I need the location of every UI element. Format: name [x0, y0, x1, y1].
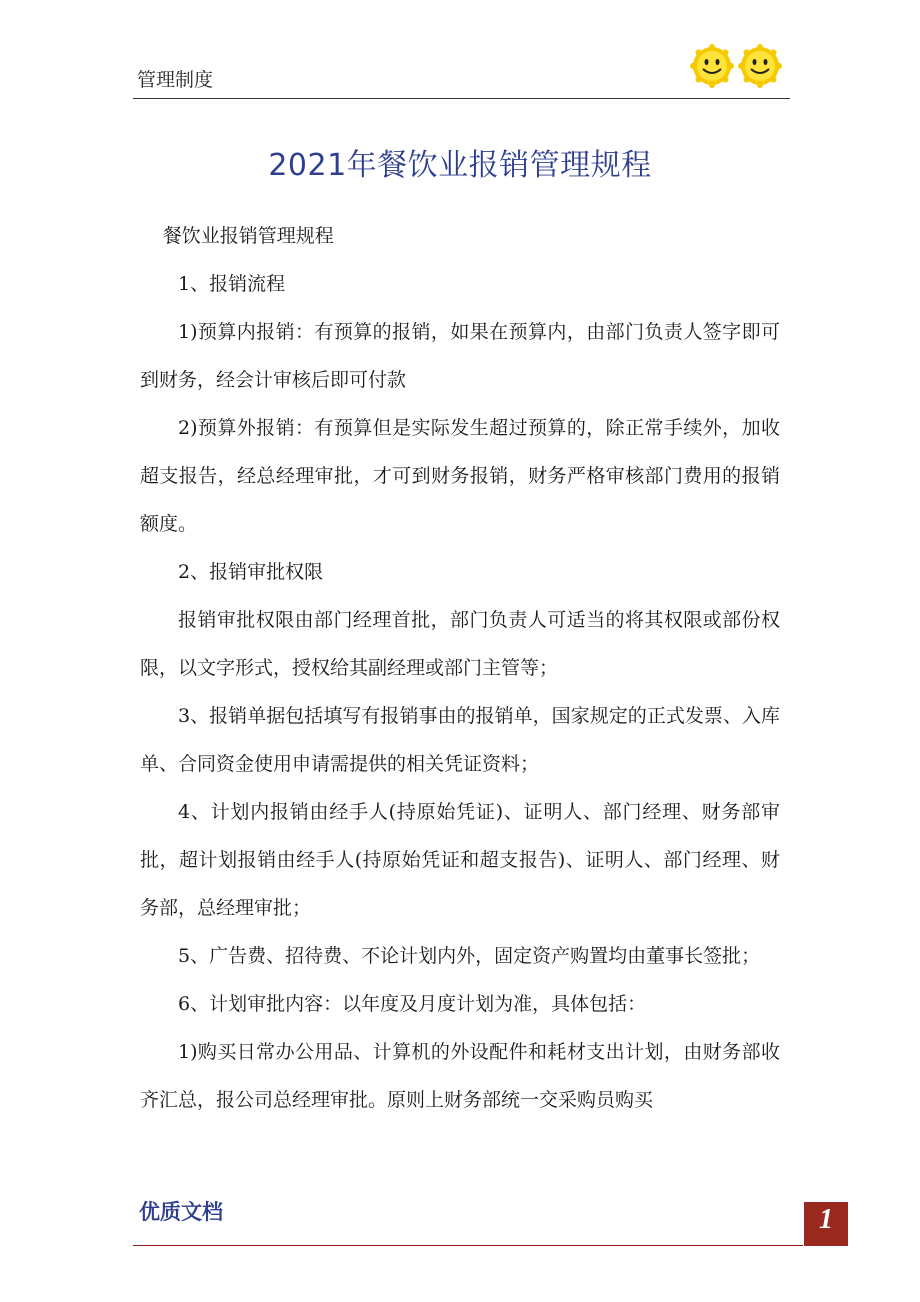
paragraph: 4、计划内报销由经手人(持原始凭证)、证明人、部门经理、财务部审批，超计划报销由经手人(持原始凭证和超支报告)、证明人、部门经理、财务部，总经理审批； — [140, 801, 780, 919]
footer-divider — [133, 1245, 803, 1246]
paragraph: 1、报销流程 — [178, 273, 286, 295]
paragraph: 餐饮业报销管理规程 — [162, 225, 334, 247]
header-decoration — [690, 44, 782, 88]
page-number: 1 — [819, 1204, 833, 1235]
paragraph: 2)预算外报销：有预算但是实际发生超过预算的，除正常手续外，加收超支报告，经总经理审批，才可到财务报销，财务严格审核部门费用的报销额度。 — [140, 417, 780, 535]
paragraph: 6、计划审批内容：以年度及月度计划为准，具体包括： — [178, 993, 647, 1015]
smiley-face-icon — [690, 44, 734, 88]
header-title: 管理制度 — [137, 69, 214, 91]
paragraph: 3、报销单据包括填写有报销事由的报销单，国家规定的正式发票、入库单、合同资金使用申请需提供的相关凭证资料； — [140, 705, 780, 775]
document-title: 2021年餐饮业报销管理规程 — [268, 148, 652, 183]
page-header — [133, 40, 790, 99]
paragraph: 1)预算内报销：有预算的报销，如果在预算内，由部门负责人签字即可到财务，经会计审核后即可付款 — [140, 321, 780, 391]
page-number-badge — [804, 1202, 848, 1246]
footer-brand: 优质文档 — [139, 1200, 223, 1224]
paragraph: 1)购买日常办公用品、计算机的外设配件和耗材支出计划，由财务部收齐汇总，报公司总经理审批。原则上财务部统一交采购员购买 — [140, 1041, 780, 1111]
paragraph: 报销审批权限由部门经理首批，部门负责人可适当的将其权限或部份权限，以文字形式，授权给其副经理或部门主管等； — [140, 609, 780, 679]
paragraph: 5、广告费、招待费、不论计划内外，固定资产购置均由董事长签批； — [178, 945, 761, 967]
document-body — [140, 212, 780, 1124]
paragraph: 2、报销审批权限 — [178, 561, 324, 583]
smiley-face-icon — [738, 44, 782, 88]
